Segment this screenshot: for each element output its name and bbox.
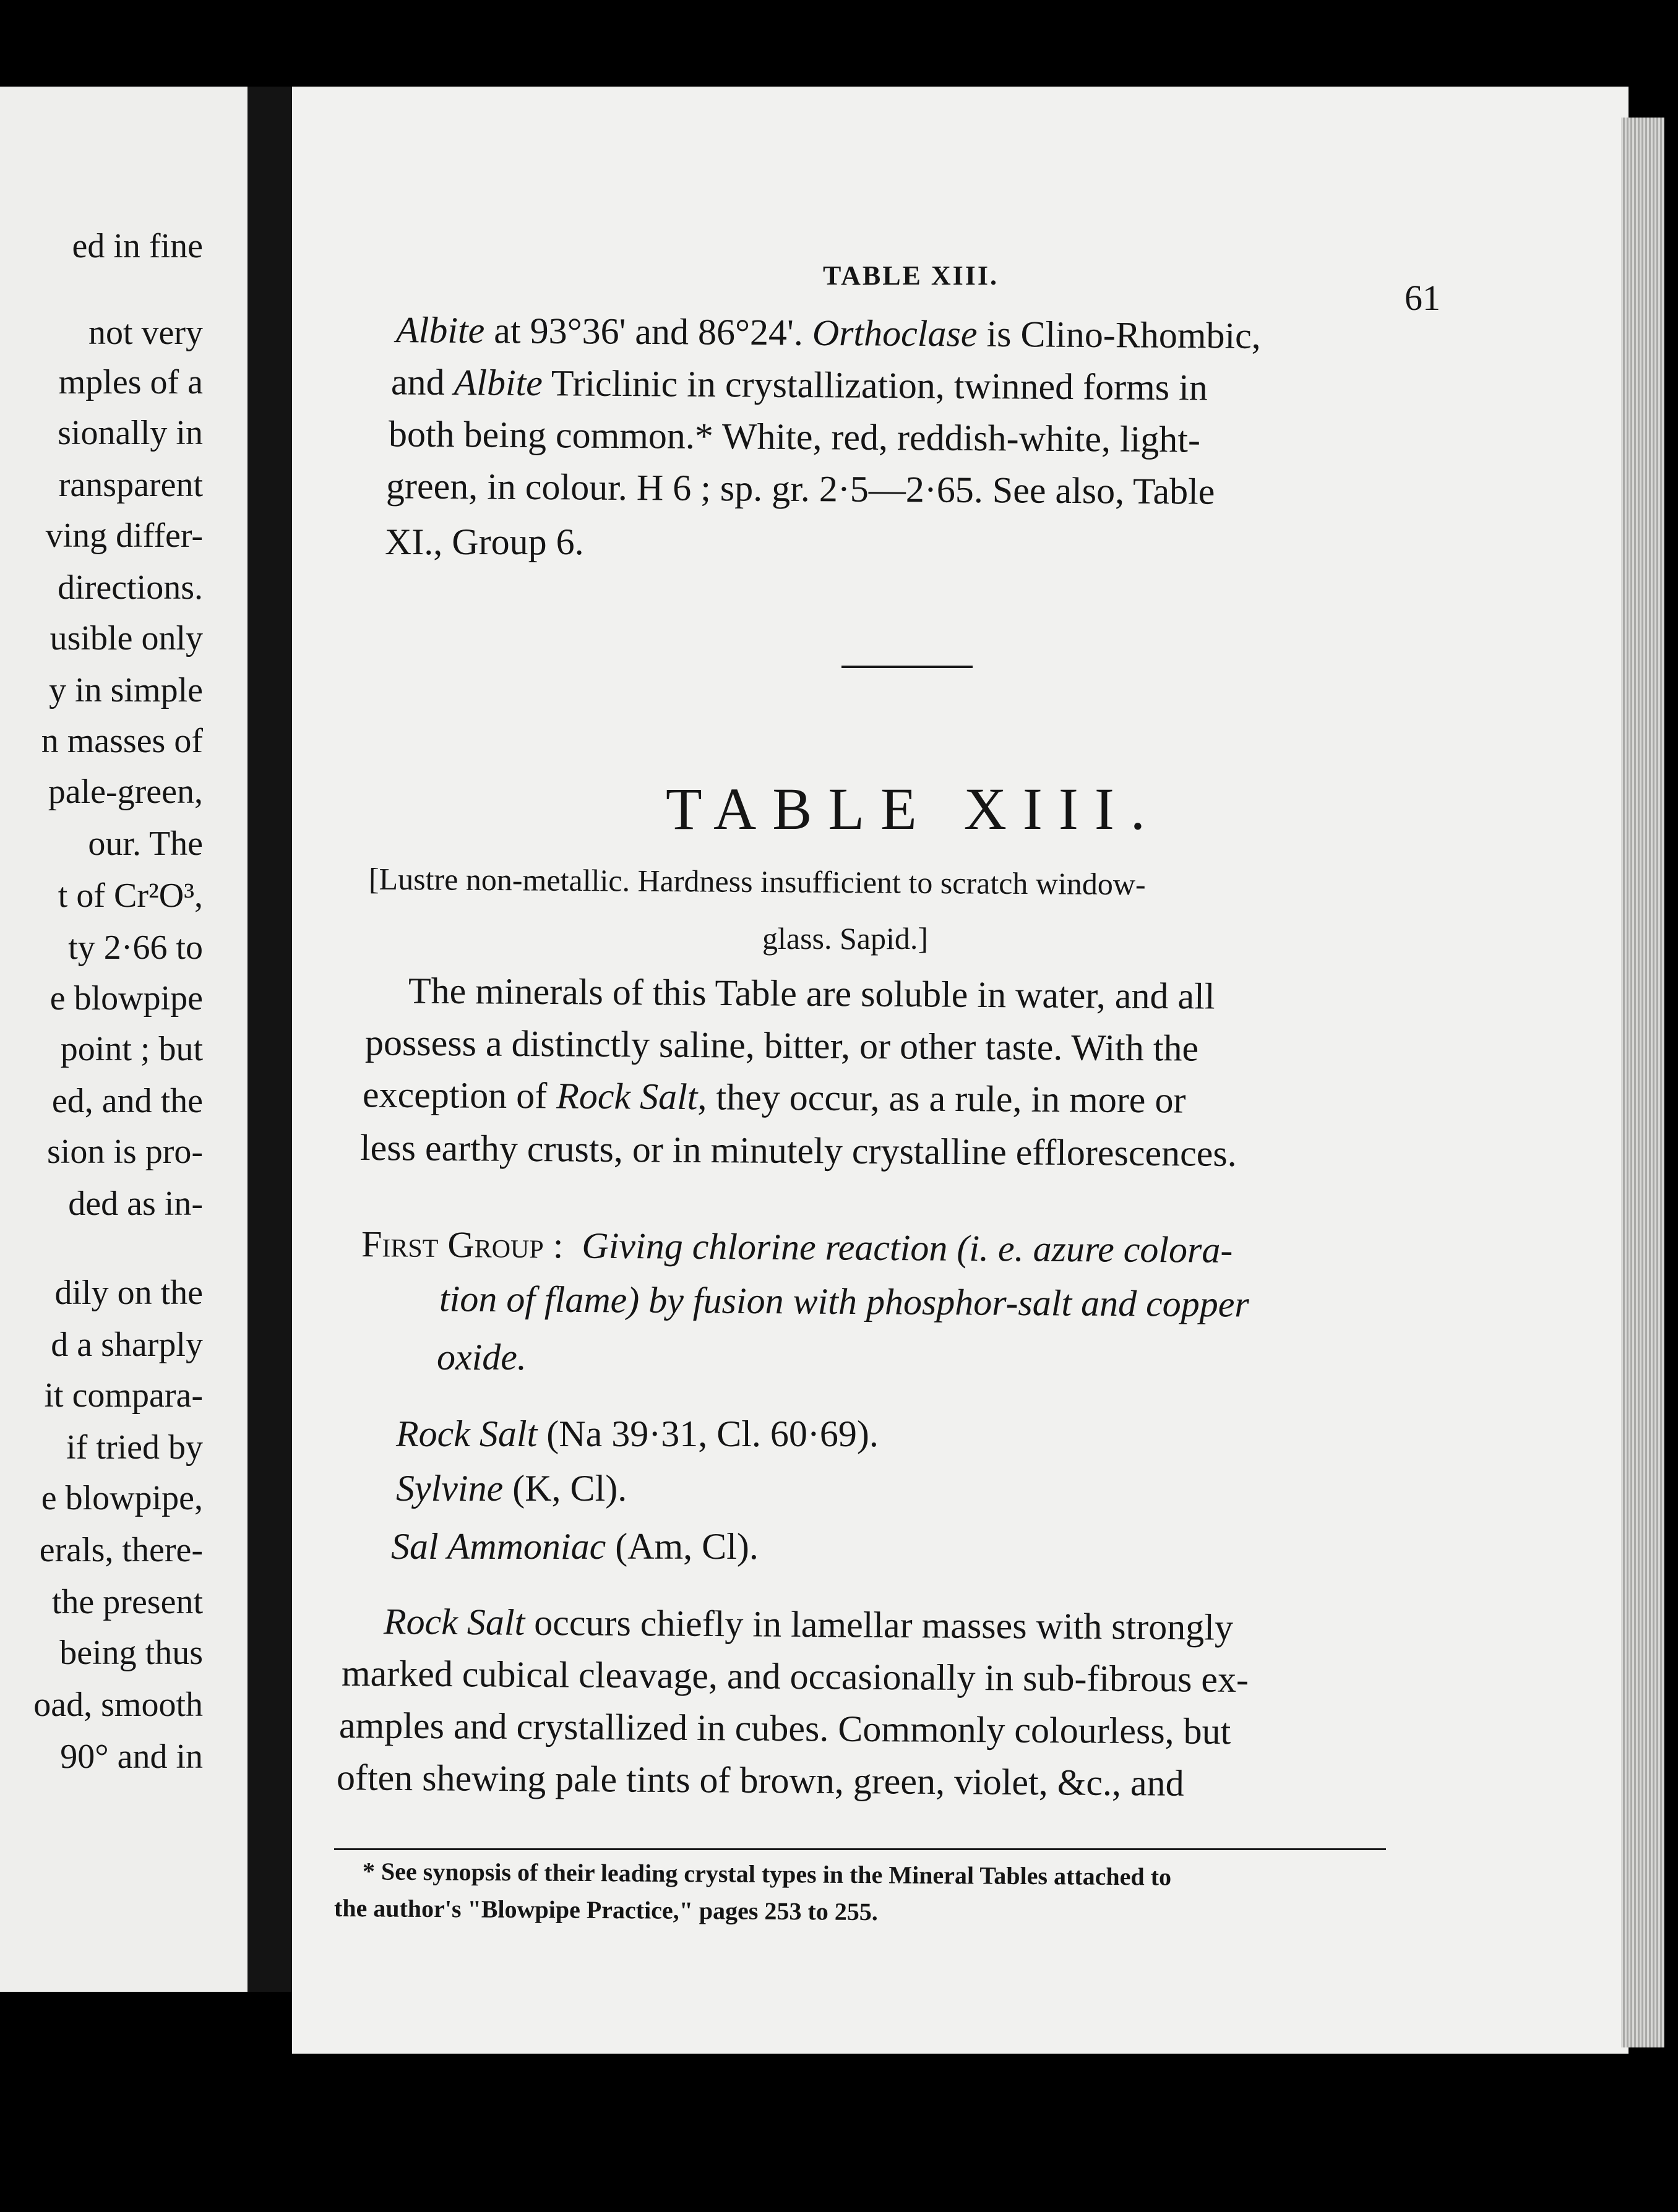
left-page (0, 87, 247, 1992)
left-page-line: ransparent (58, 466, 203, 504)
first-group-label: First Group : (361, 1224, 564, 1266)
left-page-line: our. The (88, 825, 203, 863)
intro-line-3 (362, 1074, 1186, 1121)
albite-term: Albite (454, 362, 543, 404)
first-group-text: Giving chlorine reaction (i. e. azure colora- (582, 1225, 1233, 1271)
left-page-line: ty 2·66 to (68, 928, 203, 967)
left-page-line: t of Cr²O³, (58, 877, 203, 915)
mineral-name: Sylvine (396, 1468, 504, 1509)
mineral-formula: (K, Cl). (503, 1468, 627, 1509)
left-page-line: e blowpipe, (41, 1479, 203, 1517)
rock-salt-term: Rock Salt (383, 1601, 525, 1643)
left-page-line: dily on the (54, 1274, 203, 1312)
left-page-line: oad, smooth (33, 1686, 203, 1724)
first-group-text: oxide. (437, 1337, 527, 1378)
left-page-line: it compara- (44, 1376, 203, 1415)
left-page-line: mples of a (58, 363, 203, 401)
left-page-line: ving differ- (45, 517, 203, 555)
first-group-line-1 (361, 1225, 1233, 1269)
footnote-line-1: * See synopsis of their leading crystal types in the Mineral Tables attached to (362, 1857, 1172, 1891)
left-page-line: if tried by (66, 1428, 203, 1467)
mineral-name: Rock Salt (396, 1413, 538, 1454)
intro-text: , they occur, as a rule, in more or (697, 1076, 1186, 1121)
description-line-1 (384, 1603, 1233, 1646)
albite-term: Albite (395, 309, 485, 351)
intro-line-1: The minerals of this Table are soluble in water, and all (408, 970, 1215, 1017)
left-page-line: being thus (59, 1634, 203, 1672)
intro-line-4: less earthy crusts, or in minutely crystalline efflorescences. (359, 1127, 1237, 1174)
mineral-formula: (Am, Cl). (606, 1526, 759, 1567)
left-page-line: the present (51, 1583, 203, 1621)
intro-text: exception of (362, 1074, 557, 1117)
continuation-line-4: green, in colour. H 6 ; sp. gr. 2·5—2·65. See also, Table (385, 465, 1215, 512)
continuation-line-5: XI., Group 6. (385, 521, 584, 562)
continuation-line-1 (396, 311, 1261, 354)
mineral-name: Sal Ammoniac (391, 1526, 606, 1567)
gutter (247, 87, 292, 1992)
left-page-line: sionally in (58, 414, 203, 452)
mineral-entry (396, 1470, 627, 1507)
description-text: occurs chiefly in lamellar masses with strongly (525, 1601, 1234, 1648)
continuation-text: and (390, 361, 454, 403)
running-title: TABLE XIII. (823, 260, 999, 291)
left-page-line: sion is pro- (47, 1133, 203, 1171)
left-page-line: ed in fine (72, 227, 203, 265)
page-number: 61 (1405, 278, 1440, 318)
description-line-3: amples and crystallized in cubes. Commonly colourless, but (338, 1704, 1231, 1752)
footnote-rule (334, 1848, 1386, 1850)
left-page-line: erals, there- (39, 1531, 203, 1569)
continuation-line-2 (391, 363, 1208, 406)
continuation-text: is Clino-Rhombic, (977, 313, 1262, 356)
orthoclase-term: Orthoclase (812, 312, 978, 354)
footnote-line-2: the author's "Blowpipe Practice," pages 253 to 255. (333, 1893, 878, 1926)
bracket-note-line-1: [Lustre non-metallic. Hardness insufficient to scratch window- (368, 861, 1146, 902)
table-title: TABLE XIII. (666, 776, 1161, 842)
left-page-line: pale-green, (48, 773, 203, 811)
bracket-note-line-2: glass. Sapid.] (762, 921, 929, 956)
left-page-line: d a sharply (51, 1326, 203, 1364)
description-line-4: often shewing pale tints of brown, green, violet, &c., and (336, 1757, 1184, 1804)
mineral-entry (391, 1528, 759, 1565)
first-group-text: tion of flame) by fusion with phosphor-salt and copper (439, 1278, 1249, 1325)
mineral-formula: (Na 39·31, Cl. 60·69). (537, 1413, 879, 1454)
left-page-line: ded as in- (68, 1185, 203, 1223)
continuation-text: Triclinic in crystallization, twinned forms in (542, 362, 1208, 408)
continuation-text: at 93°36' and 86°24'. (484, 310, 813, 353)
left-page-line: y in simple (49, 671, 203, 709)
left-page-line: ed, and the (51, 1082, 203, 1120)
intro-line-2: possess a distinctly saline, bitter, or other taste. With the (364, 1022, 1199, 1069)
first-group-line-2 (439, 1278, 1249, 1325)
mineral-entry (396, 1415, 879, 1452)
description-line-2: marked cubical cleavage, and occasionally in sub-fibrous ex- (341, 1652, 1249, 1700)
page-edges (1621, 118, 1664, 2047)
rock-salt-term: Rock Salt (556, 1075, 698, 1118)
left-page-line: 90° and in (60, 1738, 203, 1776)
left-page-line: usible only (49, 619, 203, 658)
section-divider (841, 666, 973, 668)
left-page-line: e blowpipe (49, 979, 203, 1018)
left-page-line: directions. (58, 568, 203, 607)
continuation-line-3: both being common.* White, red, reddish-white, light- (388, 413, 1201, 460)
left-page-line: not very (88, 314, 203, 352)
left-page-line: point ; but (60, 1030, 203, 1068)
first-group-line-3 (437, 1339, 527, 1376)
left-page-line: n masses of (41, 722, 203, 760)
